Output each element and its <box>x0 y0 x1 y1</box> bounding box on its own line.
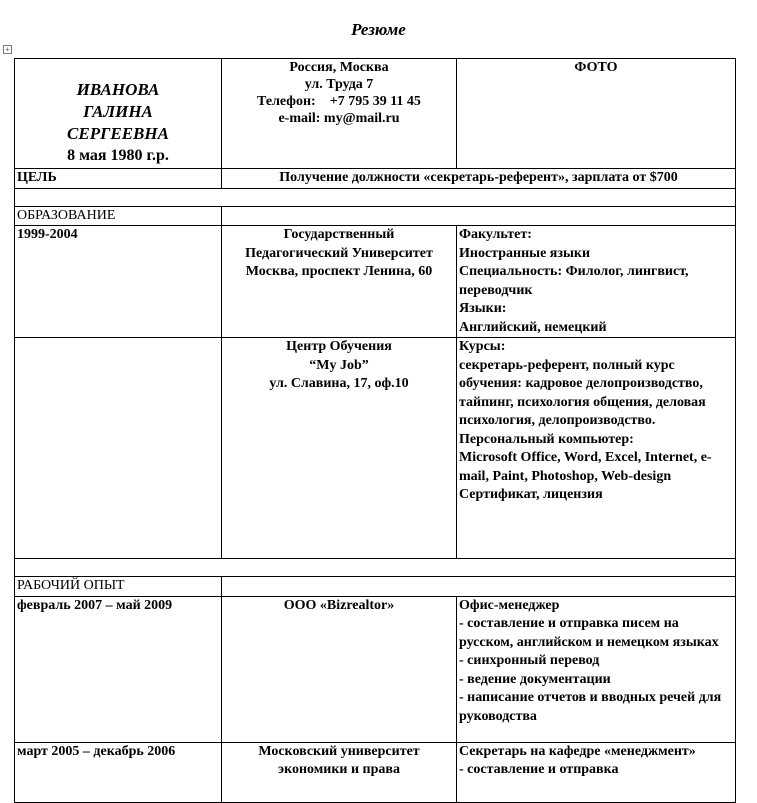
education-entry <box>15 338 736 559</box>
detail-line: Сертификат, лицензия <box>459 487 603 502</box>
detail-line: Иностранные языки <box>459 245 591 261</box>
surname: ИВАНОВА <box>76 80 160 99</box>
org-line: Москва, проспект Ленина, 60 <box>245 264 433 279</box>
header-row <box>15 59 736 169</box>
experience-heading-row <box>15 577 736 597</box>
detail-line: - написание отчетов и вводных речей для руководства <box>459 690 722 724</box>
education-period: 1999-2004 <box>15 226 222 338</box>
experience-period: февраль 2007 – май 2009 <box>15 596 222 742</box>
detail-line: - составление и отправка писем на русском, английском и немецком языках <box>459 616 719 650</box>
detail-line: - синхронный перевод <box>459 653 600 668</box>
first-name: ГАЛИНА <box>83 102 153 121</box>
org-line: ул. Славина, 17, оф.10 <box>269 376 409 391</box>
org-line: Педагогический Университет <box>245 245 433 261</box>
org-line: ООО «Bizrealtor» <box>283 597 395 613</box>
detail-line: - ведение документации <box>459 671 611 687</box>
document-title: Резюме <box>351 20 406 39</box>
table-move-handle-icon[interactable]: + <box>3 45 12 54</box>
experience-org <box>222 596 457 742</box>
education-details <box>457 338 736 559</box>
education-org <box>222 338 457 559</box>
detail-line: Персональный компьютер: <box>459 431 634 447</box>
detail-line: - составление и отправка <box>459 762 619 777</box>
experience-details <box>457 596 736 742</box>
org-line: экономики и права <box>278 762 400 777</box>
goal-label: ЦЕЛЬ <box>15 169 222 189</box>
org-line: Московский университет <box>258 743 420 759</box>
spacer-row <box>15 559 736 577</box>
education-heading-empty <box>222 206 736 226</box>
name-cell <box>15 59 222 169</box>
goal-text: Получение должности «секретарь-референт», зарплата от $700 <box>222 169 736 189</box>
education-period <box>15 338 222 559</box>
detail-line: Курсы: <box>459 339 506 354</box>
detail-line: Секретарь на кафедре «менеджмент» <box>459 743 696 759</box>
experience-org <box>222 742 457 802</box>
detail-line: Английский, немецкий <box>459 319 607 335</box>
experience-entry <box>15 742 736 802</box>
goal-row <box>15 169 736 189</box>
education-heading-row <box>15 206 736 226</box>
detail-line: секретарь-референт, полный курс обучения: кадровое делопроизводство, тайпинг, психология общения, деловая психология, делопроизводство. <box>459 357 706 428</box>
contact-phone: Телефон: +7 795 39 11 45 <box>257 94 421 109</box>
org-line: “My Job” <box>309 357 369 373</box>
contact-street: ул. Труда 7 <box>304 77 374 92</box>
detail-line: Специальность: Филолог, лингвист, переводчик <box>459 264 689 298</box>
experience-details <box>457 742 736 802</box>
patronymic: СЕРГЕЕВНА <box>67 124 169 143</box>
contact-location: Россия, Москва <box>289 60 389 75</box>
contact-email: e-mail: my@mail.ru <box>278 111 400 126</box>
photo-placeholder: ФОТО <box>457 59 736 169</box>
experience-period: март 2005 – декабрь 2006 <box>15 742 222 802</box>
org-line: Центр Обучения <box>286 339 392 354</box>
resume-table <box>14 58 736 803</box>
experience-heading-empty <box>222 577 736 597</box>
detail-line: Офис-менеджер <box>459 597 560 613</box>
spacer-cell <box>15 188 736 206</box>
org-line: Государственный <box>283 227 395 242</box>
education-heading: ОБРАЗОВАНИЕ <box>15 206 222 226</box>
experience-entry <box>15 596 736 742</box>
birth-date: 8 мая 1980 г.р. <box>67 147 169 164</box>
education-entry <box>15 226 736 338</box>
spacer-row <box>15 188 736 206</box>
contacts-cell <box>222 59 457 169</box>
education-org <box>222 226 457 338</box>
detail-line: Факультет: <box>459 227 532 242</box>
experience-heading: РАБОЧИЙ ОПЫТ <box>15 577 222 597</box>
spacer-cell <box>15 559 736 577</box>
education-details <box>457 226 736 338</box>
detail-line: Языки: <box>459 301 507 316</box>
detail-line: Microsoft Office, Word, Excel, Internet, e-mail, Paint, Photoshop, Web-design <box>459 450 712 484</box>
